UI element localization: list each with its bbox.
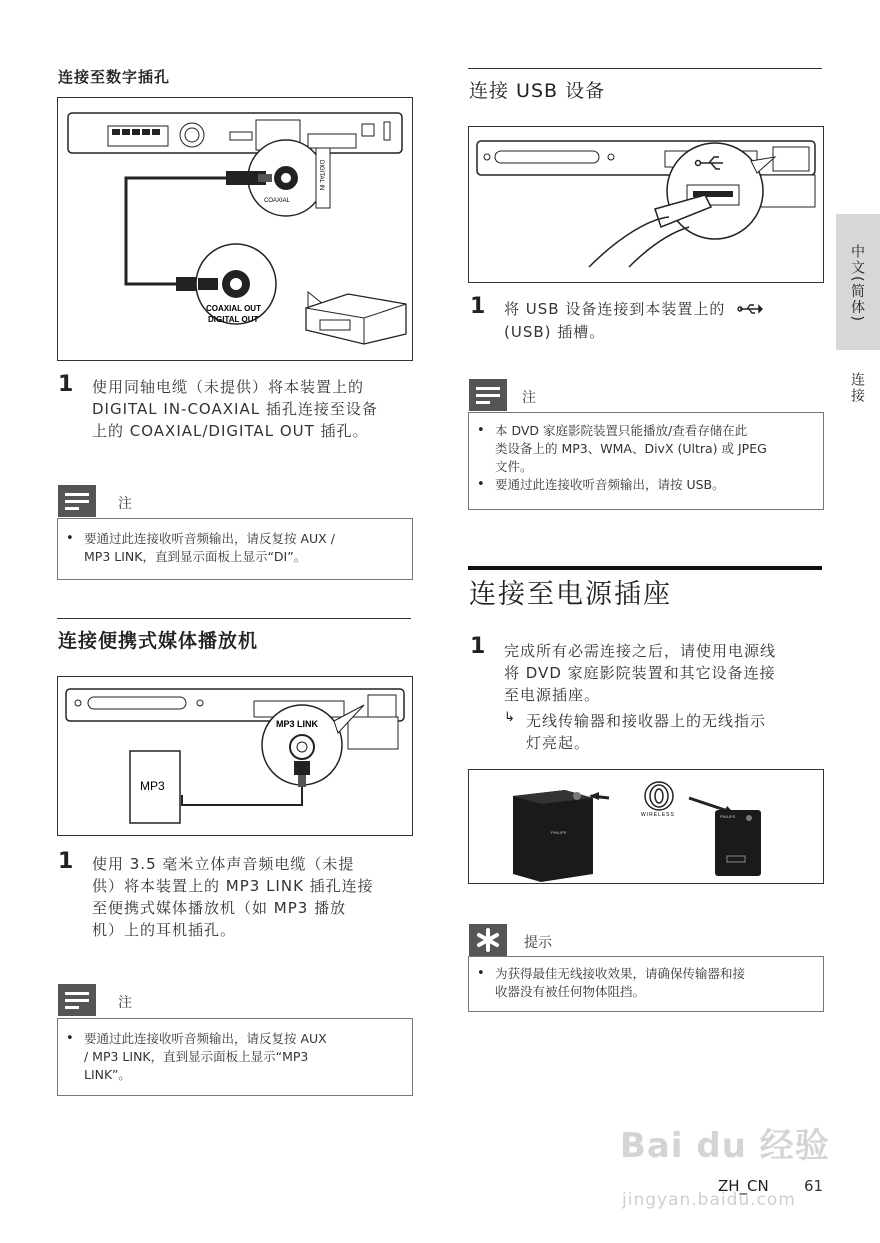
section-heading-digital: 连接至数字插孔 xyxy=(58,68,171,86)
watermark-url: jingyan.baidu.com xyxy=(622,1190,796,1210)
result-line: 无线传输器和接收器上的无线指示 xyxy=(526,712,767,730)
section-heading-power: 连接至电源插座 xyxy=(469,579,672,610)
figure-coaxial-connection xyxy=(57,97,413,361)
note-line: LINK”。 xyxy=(84,1067,131,1082)
tip-label: 提示 xyxy=(524,935,552,951)
tip-box: • 为获得最佳无线接收效果，请确保传输器和接 收器没有被任何物体阻挡。 xyxy=(468,956,824,1012)
fig-label-coaxial-out: COAXIAL OUT xyxy=(206,304,261,313)
step-line: DIGITAL IN-COAXIAL 插孔连接至设备 xyxy=(92,400,378,418)
note-label: 注 xyxy=(118,995,132,1011)
note-line: 要通过此连接收听音频输出，请按 USB。 xyxy=(495,477,725,492)
side-tab-section: 连接 xyxy=(849,372,865,404)
result-arrow-icon: ↳ xyxy=(504,710,515,725)
step-line: 使用同轴电缆（未提供）将本装置上的 xyxy=(92,378,365,396)
figure-wireless-devices xyxy=(468,769,824,884)
watermark-logo: Bai du 经验 xyxy=(620,1126,830,1166)
step-line: 供）将本装置上的 MP3 LINK 插孔连接 xyxy=(92,877,374,895)
note-box: • 本 DVD 家庭影院装置只能播放/查看存储在此 类设备上的 MP3、WMA、DivX (Ultra) 或 JPEG 文件。 • 要通过此连接收听音频输出，请按 USB。 xyxy=(468,412,824,510)
note-box: • 要通过此连接收听音频输出，请反复按 AUX / MP3 LINK，直到显示面板上显示“MP3 LINK”。 xyxy=(57,1018,413,1096)
tip-line: 为获得最佳无线接收效果，请确保传输器和接 xyxy=(495,966,746,981)
footer-lang: ZH_CN xyxy=(718,1177,769,1195)
note-line: 类设备上的 MP3、WMA、DivX (Ultra) 或 JPEG xyxy=(495,441,767,456)
fig-label-digital-out: DIGITAL OUT xyxy=(208,315,259,324)
note-line: 本 DVD 家庭影院装置只能播放/查看存储在此 xyxy=(495,423,748,438)
note-line: MP3 LINK，直到显示面板上显示“DI”。 xyxy=(84,549,307,564)
note-icon xyxy=(58,984,96,1016)
fig-label-mp3: MP3 xyxy=(140,779,165,793)
step-number: 1 xyxy=(58,372,74,397)
result-line: 灯亮起。 xyxy=(526,734,591,752)
fig-label-digital-in: DIGITAL IN xyxy=(318,160,324,191)
step-number: 1 xyxy=(58,849,74,874)
step-result xyxy=(526,710,766,754)
tip-line: 收器没有被任何物体阻挡。 xyxy=(495,984,646,999)
usb-icon xyxy=(737,299,763,321)
step-line: 完成所有必需连接之后，请使用电源线 xyxy=(504,642,777,660)
fig-label-wireless: WIRELESS xyxy=(641,812,675,818)
step-text-usb xyxy=(504,298,763,343)
step-line: 上的 COAXIAL/DIGITAL OUT 插孔。 xyxy=(92,422,369,440)
step-line: 至电源插座。 xyxy=(504,686,601,704)
step-line: 至便携式媒体播放机（如 MP3 播放 xyxy=(92,899,347,917)
fig-label-philips-receiver: PHILIPS xyxy=(720,814,736,819)
figure-usb-connection xyxy=(468,126,824,283)
note-line: 要通过此连接收听音频输出，请反复按 AUX / xyxy=(84,531,335,546)
figure-mp3-connection xyxy=(57,676,413,836)
note-label: 注 xyxy=(118,496,132,512)
step-line: 机）上的耳机插孔。 xyxy=(92,921,237,939)
tip-icon xyxy=(469,924,507,956)
step-text-mp3 xyxy=(92,853,374,941)
step-number: 1 xyxy=(470,634,486,659)
fig-label-philips: PHILIPS xyxy=(551,830,567,835)
note-icon xyxy=(58,485,96,517)
fig-label-coaxial: COAXIAL xyxy=(264,198,291,204)
note-box: • 要通过此连接收听音频输出，请反复按 AUX / MP3 LINK，直到显示面板上显示“DI”。 xyxy=(57,518,413,580)
note-line: / MP3 LINK，直到显示面板上显示“MP3 xyxy=(84,1049,309,1064)
step-line: (USB) 插槽。 xyxy=(504,322,606,341)
page-number: 61 xyxy=(804,1177,824,1195)
step-line: 使用 3.5 毫米立体声音频电缆（未提 xyxy=(92,855,355,873)
step-number: 1 xyxy=(470,294,486,319)
fig-label-mp3-link: MP3 LINK xyxy=(276,719,319,729)
step-text-coaxial xyxy=(92,376,378,442)
section-rule xyxy=(468,68,822,69)
section-heading-usb: 连接 USB 设备 xyxy=(469,80,606,102)
step-line: 将 USB 设备连接到本装置上的 xyxy=(504,300,726,318)
step-text-power xyxy=(504,640,776,706)
section-rule-thick xyxy=(468,566,822,570)
step-line: 将 DVD 家庭影院装置和其它设备连接 xyxy=(504,664,776,682)
section-rule xyxy=(57,618,411,619)
side-tab-label: 中文(简体) xyxy=(849,244,865,323)
note-line: 要通过此连接收听音频输出，请反复按 AUX xyxy=(84,1031,327,1046)
section-heading-portable: 连接便携式媒体播放机 xyxy=(58,630,259,652)
note-line: 文件。 xyxy=(495,459,533,474)
note-icon xyxy=(469,379,507,411)
side-tab-language[interactable] xyxy=(836,214,880,350)
note-label: 注 xyxy=(522,390,536,406)
